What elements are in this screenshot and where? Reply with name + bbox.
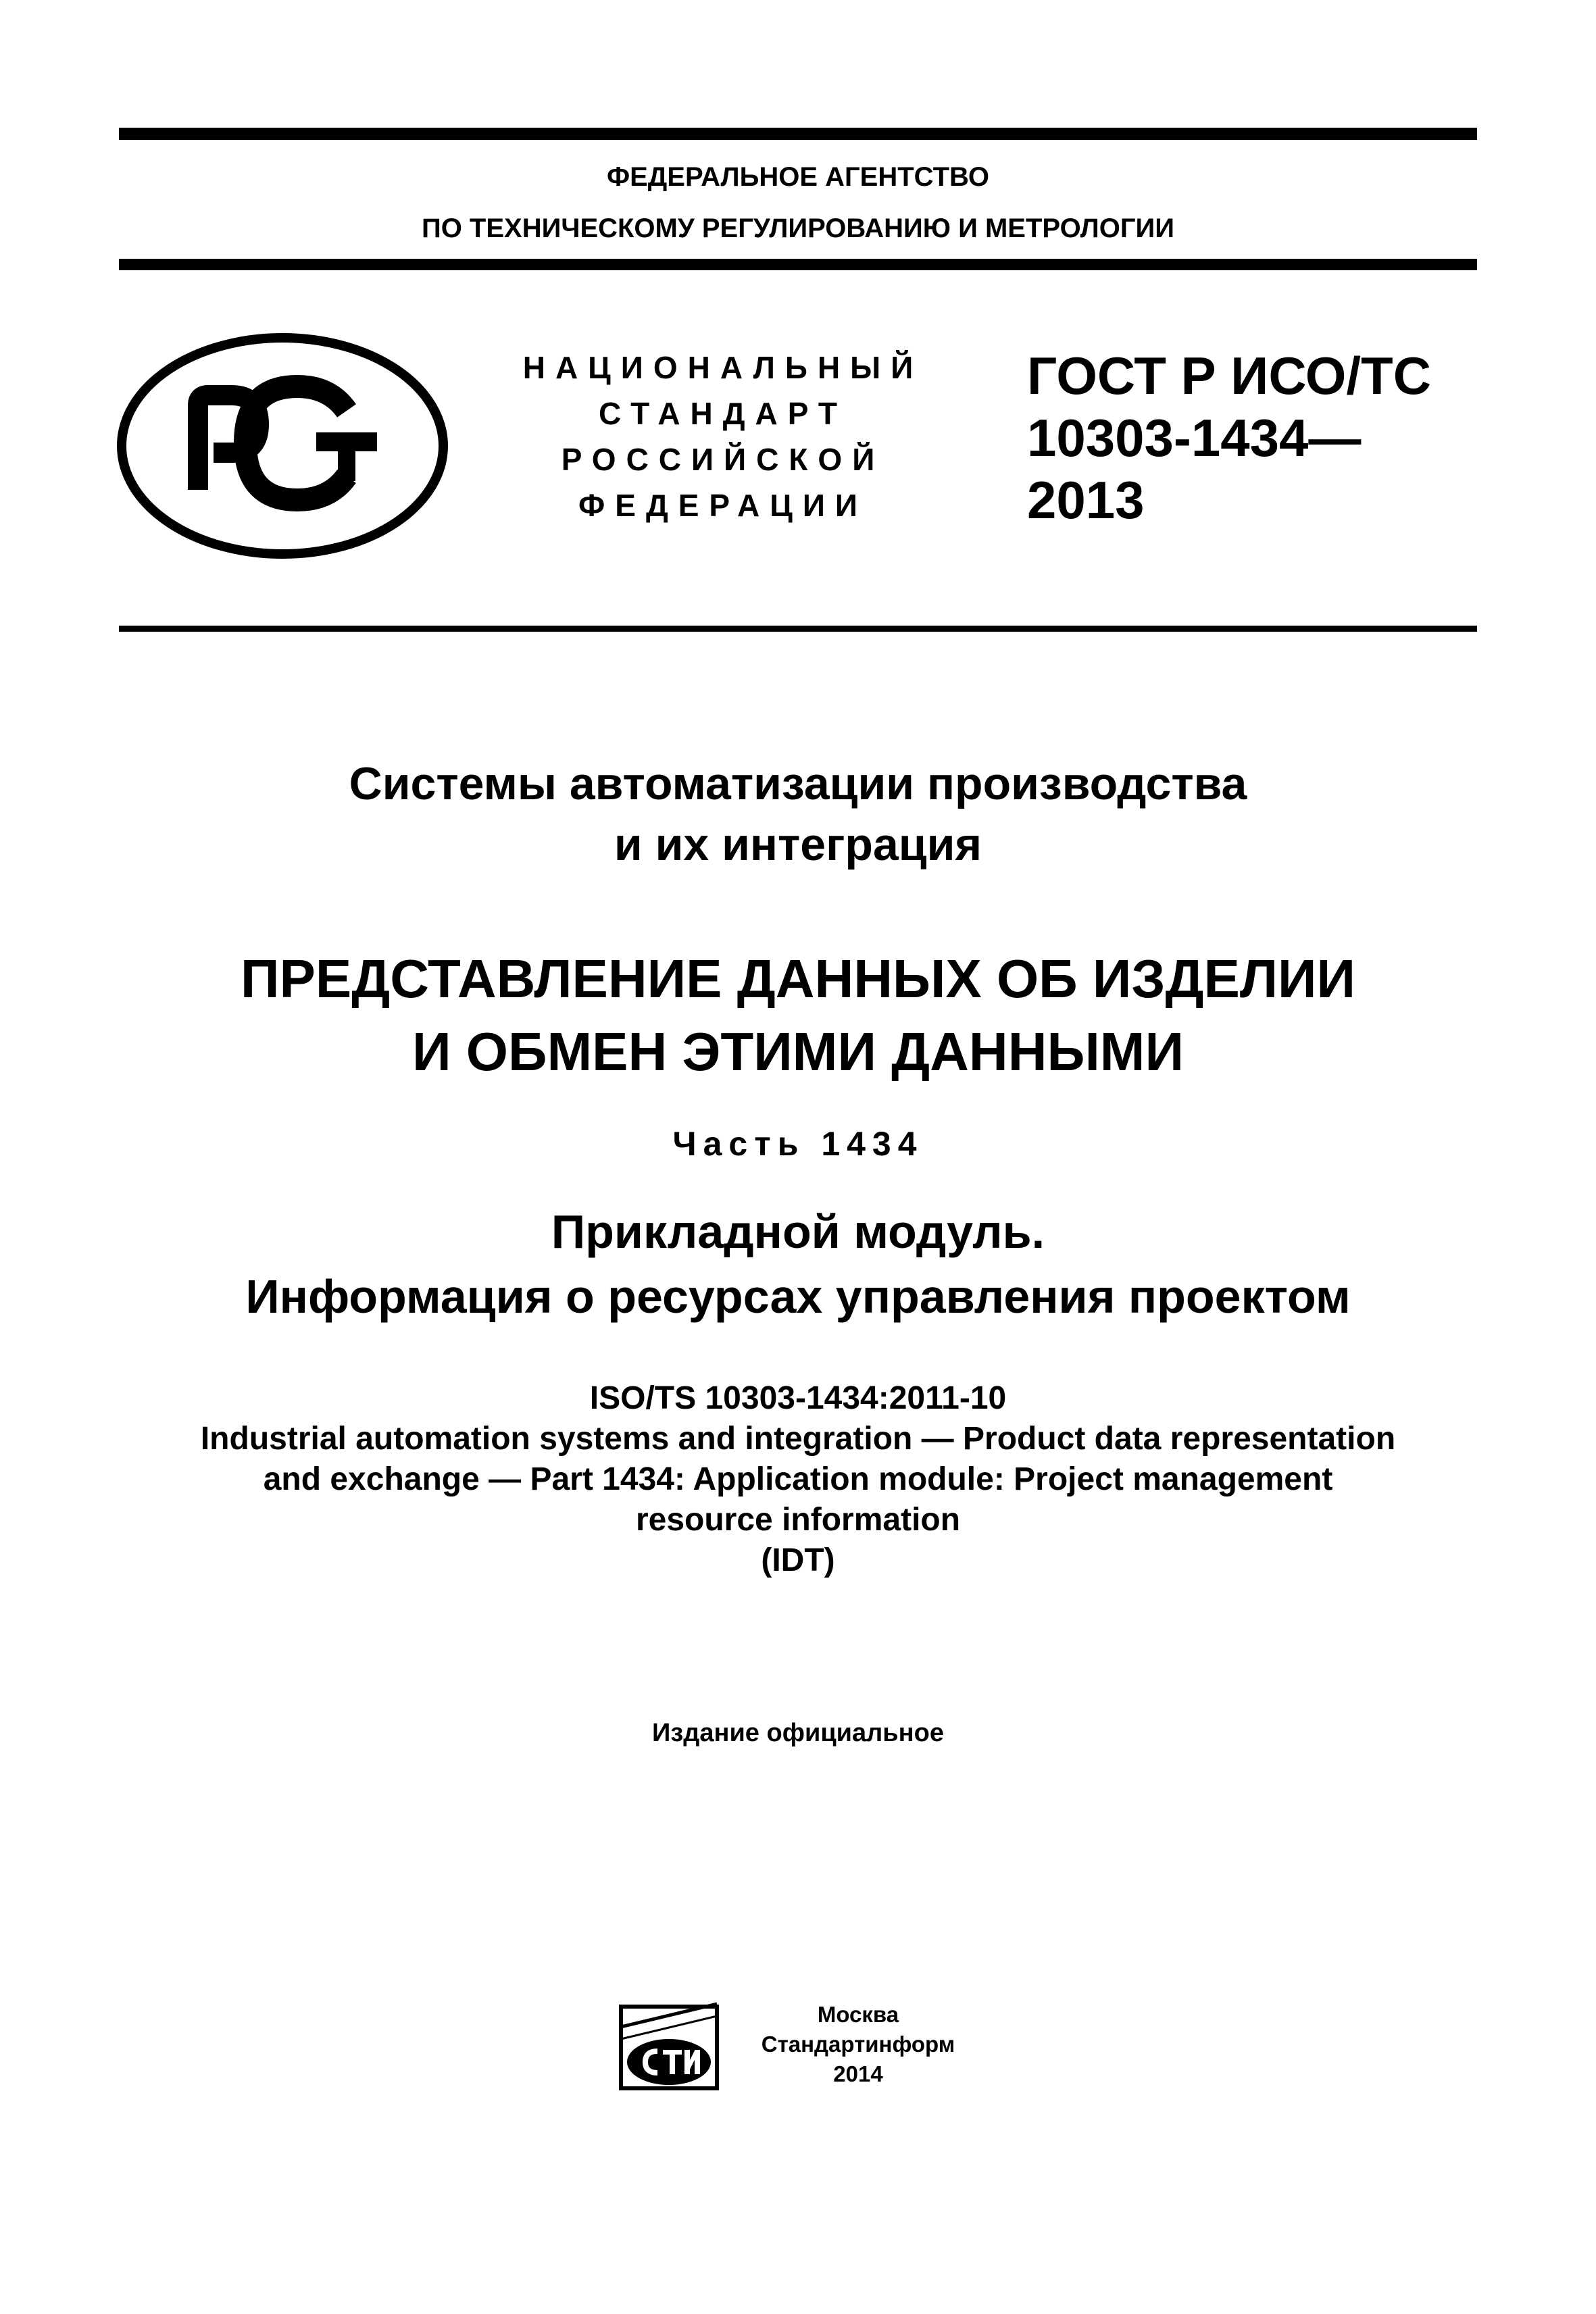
title-rule xyxy=(119,626,1477,632)
iso-reference xyxy=(119,1378,1477,1581)
national-line-2: СТАНДАРТ xyxy=(599,396,847,431)
iso-title-line-2: and exchange — Part 1434: Application module: Project management xyxy=(263,1461,1333,1497)
iso-code: ISO/TS 10303-1434:2011-10 xyxy=(589,1380,1007,1416)
publisher-name: Стандартинформ xyxy=(761,2032,955,2057)
iso-title-line-3: resource information xyxy=(635,1502,961,1538)
national-line-3: РОССИЙСКОЙ xyxy=(561,442,885,477)
part-label: Часть 1434 xyxy=(672,1125,924,1163)
publisher-imprint xyxy=(737,2000,980,2089)
top-rule xyxy=(119,128,1477,140)
national-line-4: ФЕДЕРАЦИИ xyxy=(578,488,868,523)
module-title-line-2: Информация о ресурсах управления проектом xyxy=(245,1270,1351,1323)
publisher-city: Москва xyxy=(817,2002,899,2027)
national-standard-label xyxy=(500,345,946,528)
module-title-line-1: Прикладной модуль. xyxy=(551,1205,1045,1258)
national-line-1: НАЦИОНАЛЬНЫЙ xyxy=(522,350,924,385)
publisher-year: 2014 xyxy=(833,2061,883,2086)
part-number xyxy=(119,1122,1477,1166)
edition-label: Издание официальное xyxy=(652,1719,944,1747)
main-title-line-2: И ОБМЕН ЭТИМИ ДАННЫМИ xyxy=(412,1022,1184,1082)
designation-line-3: 2013 xyxy=(1027,470,1145,530)
agency-header xyxy=(119,151,1477,254)
agency-line-2: ПО ТЕХНИЧЕСКОМУ РЕГУЛИРОВАНИЮ И МЕТРОЛОГИИ xyxy=(421,213,1175,243)
module-title xyxy=(119,1199,1477,1329)
designation-line-1: ГОСТ Р ИСО/ТС xyxy=(1027,346,1432,405)
header-rule xyxy=(119,259,1477,270)
main-title-line-1: ПРЕДСТАВЛЕНИЕ ДАННЫХ ОБ ИЗДЕЛИИ xyxy=(241,949,1355,1009)
main-title xyxy=(119,942,1477,1088)
agency-line-1: ФЕДЕРАЛЬНОЕ АГЕНТСТВО xyxy=(606,162,990,192)
general-title-line-1: Системы автоматизации производства xyxy=(349,758,1247,809)
standartinform-sti-logo-icon xyxy=(618,2000,720,2091)
iso-equivalence: (IDT) xyxy=(761,1542,835,1578)
iso-title-line-1: Industrial automation systems and integration — Product data representation xyxy=(200,1421,1396,1457)
general-title-line-2: и их интеграция xyxy=(614,819,982,870)
rst-certification-mark-icon xyxy=(114,331,451,561)
standard-designation xyxy=(1027,345,1487,531)
designation-line-2: 10303-1434— xyxy=(1027,408,1362,468)
general-title xyxy=(119,753,1477,875)
